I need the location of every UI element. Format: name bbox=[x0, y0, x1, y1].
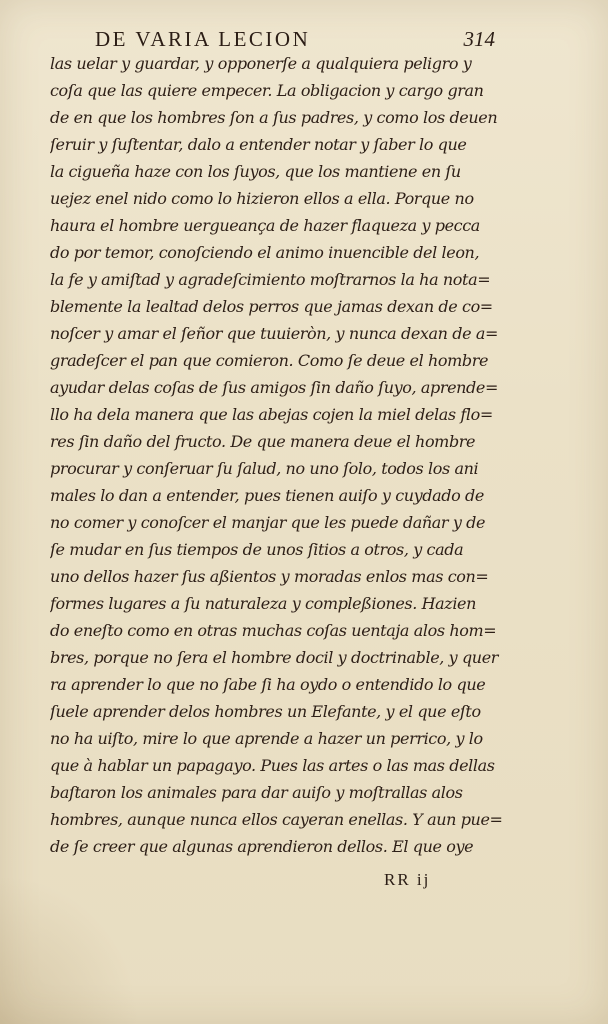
text-line: formes lugares a ſu naturaleza y compleßiones. Hazien bbox=[50, 594, 477, 613]
text-line: noſcer y amar el ſeñor que tuuieròn, y nunca dexan de a= bbox=[50, 324, 498, 343]
text-line: ayudar delas coſas de ſus amigos ſin daño ſuyo, aprende= bbox=[50, 378, 498, 397]
text-line: males lo dan a entender, pues tienen auiſo y cuydado de bbox=[50, 486, 484, 505]
text-line: de en que los hombres ſon a ſus padres, y como los deuen bbox=[50, 108, 498, 127]
text-line: do eneſto como en otras muchas coſas uentaja alos hom= bbox=[50, 621, 497, 640]
text-line: blemente la lealtad delos perros que jamas dexan de co= bbox=[50, 297, 493, 316]
text-line: que à hablar un papagayo. Pues las artes o las mas dellas bbox=[50, 756, 495, 775]
text-line: la fe y amiſtad y agradeſcimiento moſtrarnos la ha nota= bbox=[50, 270, 491, 289]
text-line: ſeruir y ſuſtentar, dalo a entender notar y ſaber lo que bbox=[50, 135, 467, 154]
text-line: coſa que las quiere empecer. La obligacion y cargo gran bbox=[50, 81, 484, 100]
text-line: haura el hombre uergueança de hazer flaqueza y pecca bbox=[50, 216, 480, 235]
paper-stain bbox=[0, 874, 140, 1024]
text-line: bres, porque no ſera el hombre docil y doctrinable, y quer bbox=[50, 648, 499, 667]
page-number: 314 bbox=[463, 26, 495, 51]
text-line: uno dellos hazer ſus aßientos y moradas enlos mas con= bbox=[50, 567, 489, 586]
text-line: no comer y conoſcer el manjar que les puede dañar y de bbox=[50, 513, 486, 532]
text-line: baſtaron los animales para dar auiſo y moſtrallas alos bbox=[50, 783, 463, 802]
signature-mark: RR ij bbox=[384, 870, 431, 889]
text-line: ra aprender lo que no ſabe ſi ha oydo o entendido lo que bbox=[50, 675, 486, 694]
text-line: res ſin daño del fructo. De que manera deue el hombre bbox=[50, 432, 476, 451]
text-line: do por temor, conoſciendo el animo inuencible del leon, bbox=[50, 243, 480, 262]
text-line: ſe mudar en ſus tiempos de unos ſitios a otros, y cada bbox=[50, 540, 464, 559]
text-line: llo ha dela manera que las abejas cojen la miel delas flo= bbox=[50, 405, 493, 424]
text-line: uejez enel nido como lo hizieron ellos a ella. Porque no bbox=[50, 189, 474, 208]
text-line: ſuele aprender delos hombres un Elefante, y el que eſto bbox=[50, 702, 481, 721]
text-line: procurar y conſeruar ſu ſalud, no uno ſolo, todos los ani bbox=[50, 459, 479, 478]
text-line: la cigueña haze con los ſuyos, que los mantiene en ſu bbox=[50, 162, 461, 181]
text-line: hombres, aunque nunca ellos cayeran enellas. Y aun pue= bbox=[50, 810, 503, 829]
text-line: no ha uiſto, mire lo que aprende a hazer un perrico, y lo bbox=[50, 729, 483, 748]
text-line: las uelar y guardar, y opponerſe a qualquiera peligro y bbox=[50, 54, 472, 73]
text-line: gradeſcer el pan que comieron. Como ſe deue el hombre bbox=[50, 351, 489, 370]
running-title: DE VARIA LECION bbox=[95, 26, 311, 51]
text-line: de ſe creer que algunas aprendieron dellos. El que oye bbox=[50, 837, 474, 856]
body-text bbox=[50, 50, 520, 860]
